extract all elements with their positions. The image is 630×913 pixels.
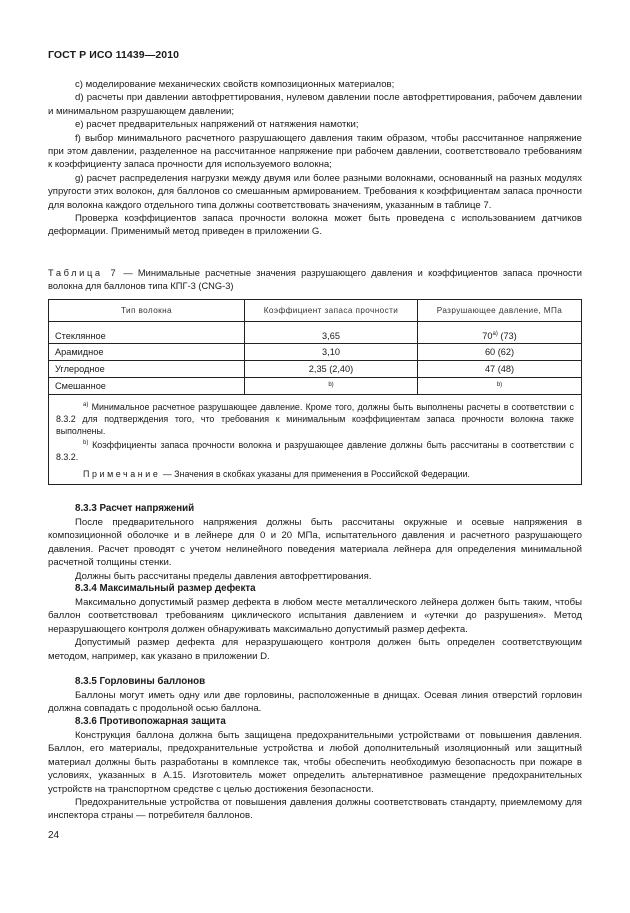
table-row [49,378,582,395]
footnote-b [56,437,574,463]
fiber-strength-table [48,299,582,485]
paragraph: Допустимый размер дефекта для неразрушающего контроля должен быть определен соответствующим методом, например, как указано в приложении D. [48,637,582,662]
pressure-tail: (73) [497,331,517,341]
paragraph: После предварительного напряжения должны быть рассчитаны окружные и осевые напряжения в композиционной оболочке и в лейнере для 0 и 20 МПа, испытательного давления и расчетного разрушающего давления. Расчет проводят с учетом нелинейного поведения материала лейнера для определения минимальной расчетной толщины стенки. [48,517,582,569]
table-header-row [49,300,582,322]
section-body [48,596,582,663]
cell-factor [245,378,418,395]
cell-fiber: Стеклянное [49,322,245,344]
section-heading: 8.3.3 Расчет напряжений [75,503,195,514]
footnote-mark: а) [83,402,89,408]
cell-fiber: Арамидное [49,344,245,361]
footnote-text: Коэффициенты запаса прочности волокна и разрушающее давление должны быть рассчитаны в соответствии с 8.3.2. [56,440,574,462]
table-caption-text: — Минимальные расчетные значения разрушающего давления и коэффициентов запаса прочности волокна для баллонов типа КПГ-3 (CNG-3) [48,268,582,291]
footnote-ref: b) [328,382,334,388]
table-row [49,361,582,378]
section-body [48,729,582,823]
paragraph: Максимально допустимый размер дефекта в любом месте металлического лейнера должен быть таким, чтобы баллон соответствовал требованиям циклического испытания давлением и «утечки до разрушения». Метод неразрушающего контроля должен обнаруживать максимально допустимый размер дефекта. [48,597,582,635]
paragraph: d) расчеты при давлении автофреттирования, нулевом давлении после автофреттирования, рабочем давлении и минимальном разрушающем давлении; [48,92,582,117]
pressure-value: 70 [482,331,493,341]
table-caption [48,267,582,293]
cell-factor: 2,35 (2,40) [245,361,418,378]
cell-fiber: Углеродное [49,361,245,378]
cell-pressure: 60 (62) [418,344,582,361]
standard-header: ГОСТ Р ИСО 11439—2010 [48,49,180,61]
cell-pressure: 47 (48) [418,361,582,378]
cell-pressure [418,378,582,395]
paragraph: Должны быть рассчитаны пределы давления автофреттирования. [75,570,372,582]
footnote-text: Минимальное расчетное разрушающее давление. Кроме того, должны быть выполнены расчеты в соответствии с 8.3.2 для подтверждения того, что требования к минимальным коэффициентам запаса прочности волокна также выполнены. [56,402,574,436]
col-header-burst-pressure: Разрушающее давление, МПа [418,300,582,322]
section-heading: 8.3.5 Горловины баллонов [75,676,206,687]
paragraph: Проверка коэффициентов запаса прочности волокна может быть проведена с использованием датчиков деформации. Применимый метод приведен в приложении G. [48,213,582,238]
col-header-fiber-type: Тип волокна [49,300,245,322]
paragraph: c) моделирование механических свойств композиционных материалов; [75,79,395,90]
table-caption-label: Таблица 7 [48,268,119,278]
paragraph: e) расчет предварительных напряжений от натяжения намотки; [75,119,359,131]
footnote-ref: а) [492,331,498,337]
footnote-ref: b) [496,382,503,388]
section-body [48,689,582,716]
paragraph: Баллоны могут иметь одну или две горловины, расположенные в днищах. Осевая линия отверстий горловин должна совпадать с продольной осью баллона. [48,690,582,715]
section-heading: 8.3.4 Максимальный размер дефекта [75,583,256,594]
table-note [56,468,574,480]
table-notes [49,395,582,485]
cell-pressure [418,322,582,344]
paragraph: Предохранительные устройства от повышения давления должны соответствовать стандарту, приемлемому для инспектора страны — потребителя баллонов. [48,797,582,822]
section-heading: 8.3.6 Противопожарная защита [75,716,226,727]
page-number: 24 [48,830,60,841]
note-label: Примечание [83,469,161,479]
col-header-safety-factor: Коэффициент запаса прочности [245,300,418,322]
cell-factor: 3,65 [245,322,418,344]
paragraph: f) выбор минимального расчетного разрушающего давления таким образом, чтобы рассчитанное напряжение при этом давлении, разделенное на рассчитанное напряжение при рабочем давлении, соответствовало требованиям к коэффициенту запаса прочности для используемого волокна; [48,132,582,171]
footnote-a [56,399,574,437]
paragraph: Конструкция баллона должна быть защищена предохранительными устройствами от повышения давления. Баллон, его материалы, предохранительные устройства и любой дополнительный изоляционный или защитный материал должны быть разработаны в комплексе так, чтобы обеспечить необходимую безопасность при пожаре в условиях, указанных в А.15. Изготовитель может определить альтернативное размещение предохранительных устройств на транспортном средстве с целью достижения безопасности. [48,730,582,795]
cell-fiber: Смешанное [49,378,245,395]
table-notes-row [49,395,582,485]
footnote-mark: b) [83,440,89,446]
list-block [48,78,582,239]
section-body [48,516,582,583]
cell-factor: 3,10 [245,344,418,361]
note-text: — Значения в скобках указаны для применения в Российской Федерации. [160,469,470,479]
table-row [49,322,582,344]
table-row [49,344,582,361]
paragraph: g) расчет распределения нагрузки между двумя или более разными волокнами, основанный на разных модулях упругости этих волокон, для баллонов со смешанным армированием. Требования к коэффициентам запаса прочности для волокна каждого отдельного типа должны соответствовать значениям, указанным в таблице 7. [48,172,582,211]
